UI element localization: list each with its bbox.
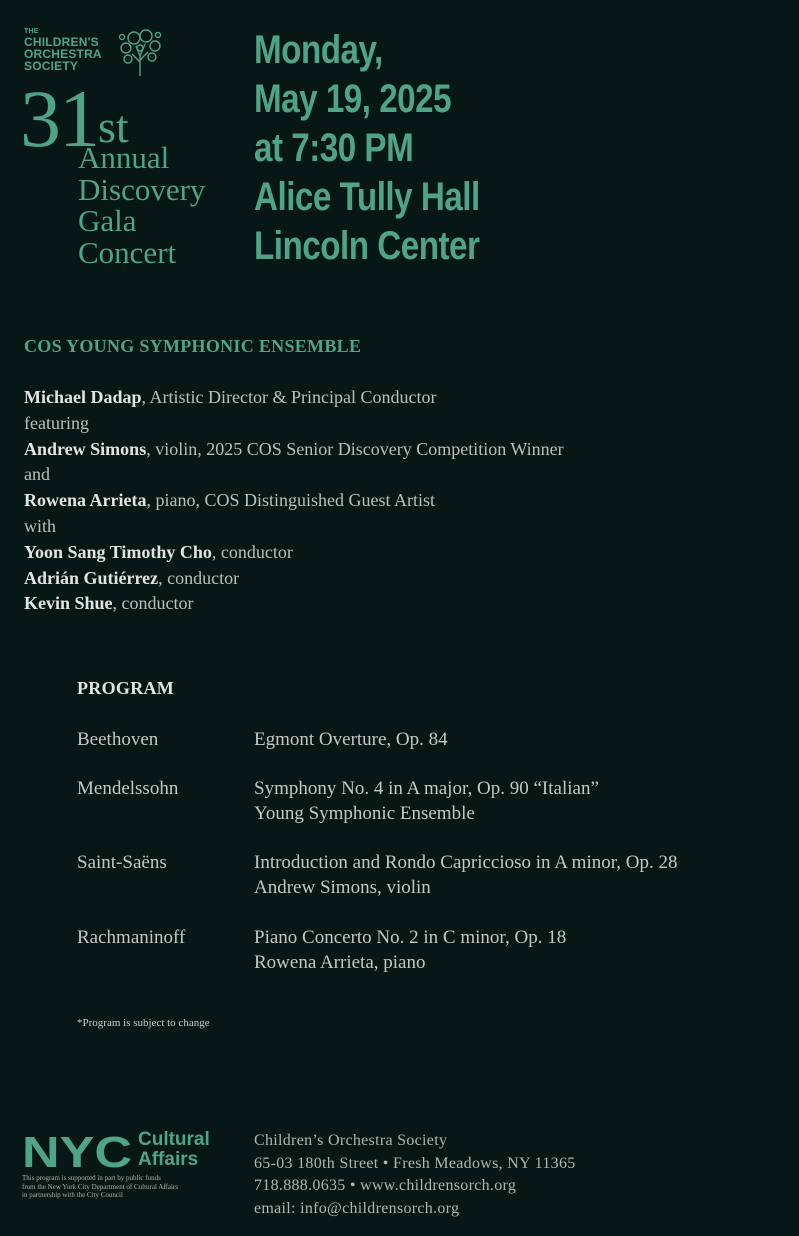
credit-role: , conductor: [112, 593, 194, 614]
credit-line: [24, 411, 564, 437]
nyc-logo-text: NYC: [22, 1131, 132, 1171]
credit-name: Rowena Arrieta: [24, 490, 147, 511]
credit-role: , Artistic Director & Principal Conductor: [141, 387, 437, 407]
program-work: [254, 926, 566, 975]
nyc-logo: [22, 1131, 134, 1171]
program-note: *Program is subject to change: [77, 1017, 210, 1029]
event-date: May 19, 2025: [254, 77, 452, 121]
cultural-line-1: Cultural: [138, 1129, 210, 1150]
tree-icon: [114, 26, 166, 78]
credits-list: [24, 385, 564, 617]
sponsor-fine-print: [22, 1174, 237, 1200]
program-work: [254, 851, 678, 900]
program-composer: Rachmaninoff: [77, 927, 186, 948]
credit-name: Andrew Simons: [24, 438, 147, 459]
event-details: [254, 26, 480, 271]
credit-role: , conductor: [211, 541, 293, 562]
credit-line: [24, 514, 564, 540]
program-composer: Mendelssohn: [77, 778, 179, 799]
logo-line-3: SOCIETY: [24, 59, 79, 73]
event-venue: Alice Tully Hall: [254, 175, 480, 219]
credit-role: featuring: [24, 412, 89, 433]
program-work: [254, 777, 599, 826]
credit-name: Yoon Sang Timothy Cho: [24, 541, 212, 562]
contact-email: email: info@childrensorch.org: [254, 1199, 460, 1217]
program-title: PROGRAM: [77, 678, 175, 698]
credit-role: with: [24, 515, 57, 536]
program-work: Egmont Overture, Op. 84: [254, 729, 448, 750]
credit-role: and: [24, 464, 50, 485]
logo-line-1: CHILDREN'S: [24, 35, 99, 49]
contact-address: 65-03 180th Street • Fresh Meadows, NY 11365: [254, 1154, 576, 1172]
fine-print-line: in partnership with the City Council: [22, 1191, 123, 1199]
anniversary-digits: 31: [20, 73, 98, 164]
program-performer: Young Symphonic Ensemble: [254, 802, 475, 824]
program-performer: Rowena Arrieta, piano: [254, 951, 426, 973]
program-work-title: Piano Concerto No. 2 in C minor, Op. 18: [254, 927, 567, 948]
event-location: Lincoln Center: [254, 224, 480, 268]
credit-role: , piano, COS Distinguished Guest Artist: [146, 490, 435, 511]
program-composer: Beethoven: [77, 729, 159, 750]
org-logo: [24, 28, 114, 72]
credit-name: Adrián Gutiérrez: [24, 567, 159, 588]
gala-line: Annual: [78, 140, 170, 175]
program-work-title: Introduction and Rondo Capriccioso in A minor, Op. 28: [254, 852, 678, 873]
anniversary-suffix: st: [98, 101, 129, 152]
cultural-affairs-name: [138, 1130, 210, 1170]
credit-name: Kevin Shue: [24, 593, 113, 614]
cultural-line-2: Affairs: [138, 1149, 199, 1170]
program-performer: Andrew Simons, violin: [254, 876, 431, 898]
credit-line: [24, 462, 564, 488]
gala-line: Concert: [78, 234, 177, 270]
fine-print-line: This program is supported in part by public funds: [22, 1174, 161, 1182]
contact-org: Children’s Orchestra Society: [254, 1132, 448, 1149]
credit-line: [24, 488, 564, 514]
credit-line: [24, 591, 564, 617]
credit-line: [24, 437, 564, 463]
fine-print-line: from the New York City Department of Cultural Affairs: [22, 1182, 178, 1191]
event-time: at 7:30 PM: [254, 126, 414, 170]
credit-line: [24, 385, 564, 411]
ensemble-title: COS YOUNG SYMPHONIC ENSEMBLE: [24, 336, 362, 356]
credit-line: [24, 540, 564, 566]
credit-name: Michael Dadap: [24, 387, 142, 407]
gala-line: Gala: [78, 203, 137, 238]
contact-phone-web: 718.888.0635 • www.childrensorch.org: [254, 1177, 517, 1194]
gala-title: [78, 142, 205, 268]
logo-the: THE: [24, 28, 39, 35]
credit-role: , violin, 2025 COS Senior Discovery Competition Winner: [146, 438, 564, 459]
logo-line-2: ORCHESTRA: [24, 47, 102, 61]
credit-role: , conductor: [158, 567, 240, 588]
program-composer: Saint-Saëns: [77, 852, 167, 873]
gala-line: Discovery: [78, 171, 206, 207]
event-day: Monday,: [254, 28, 383, 72]
credit-line: [24, 566, 564, 592]
program-work-title: Symphony No. 4 in A major, Op. 90 “Italian”: [254, 778, 599, 799]
contact-block: [254, 1130, 576, 1220]
